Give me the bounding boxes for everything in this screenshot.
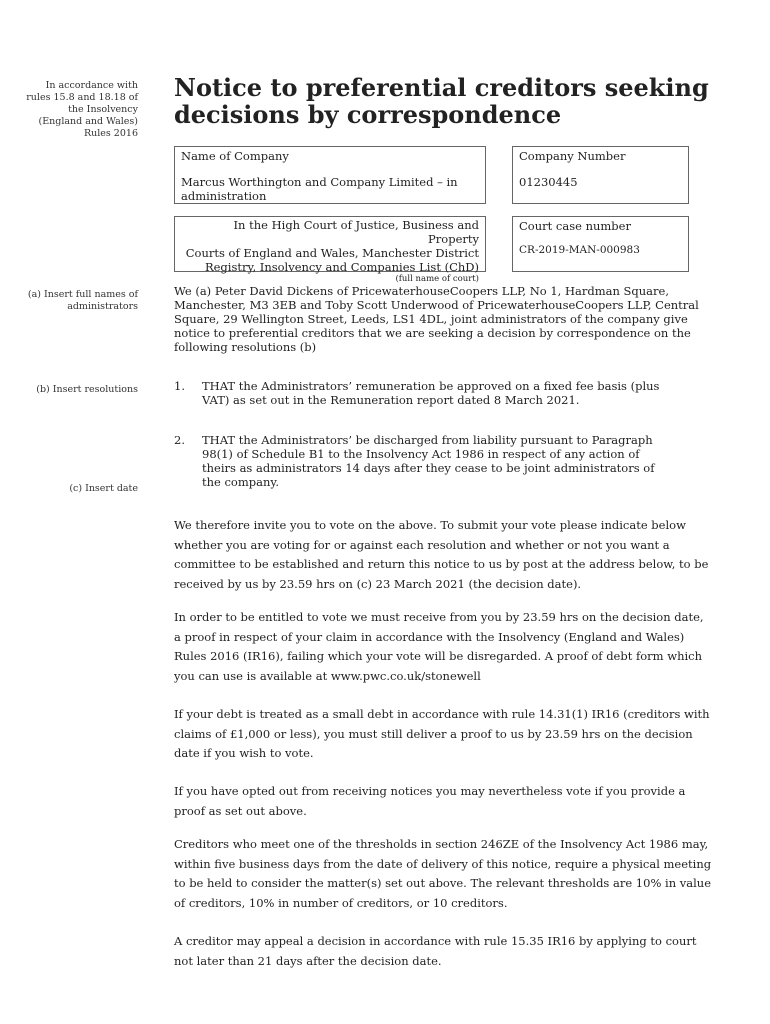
margin-note-insert-date: (c) Insert date <box>69 483 138 494</box>
intro-paragraph: We (a) Peter David Dickens of PricewaterhouseCoopers LLP, No 1, Hardman Square, Manchester, M3 3EB and Toby Scott Underwood of PricewaterhouseCoopers LLP, Central Square, 29 Wellington Street, Leeds, LS1 4DL, joint administrators of the company give notice to preferential creditors that we are seeking a decision by correspondence on the following resolutions (b) <box>174 284 699 354</box>
margin-note-line: the Insolvency <box>68 104 138 115</box>
appeal-paragraph: A creditor may appeal a decision in accordance with rule 15.35 IR16 by applying to court not later than 21 days after the decision date. <box>174 934 697 968</box>
margin-note-line: (a) Insert full names of <box>27 289 138 300</box>
page-title: Notice to preferential creditors seeking decisions by correspondence <box>174 73 709 129</box>
court-name-line: Courts of England and Wales, Manchester District <box>185 246 479 260</box>
resolution-item <box>174 379 664 407</box>
company-name-label: Name of Company <box>181 149 289 163</box>
court-name-caption: (full name of court) <box>395 274 479 284</box>
company-name-box <box>174 146 486 204</box>
court-name-box <box>174 216 486 284</box>
case-number-box <box>512 216 689 272</box>
margin-note-line: (England and Wales) <box>38 116 138 127</box>
margin-note-line: Rules 2016 <box>83 128 138 139</box>
resolution-text: THAT the Administrators’ be discharged from liability pursuant to Paragraph 98(1) of Schedule B1 to the Insolvency Act 1986 in respect of any action of theirs as administrators 14 days after they cease to be joint administrators of the company. <box>202 433 655 489</box>
resolution-number: 1. <box>174 379 185 393</box>
case-number-label: Court case number <box>519 219 631 233</box>
small-debt-paragraph: If your debt is treated as a small debt in accordance with rule 14.31(1) IR16 (creditors with claims of £1,000 or less), you must still deliver a proof to us by 23.59 hrs on the decision date if you wish to vote. <box>174 707 710 760</box>
invite-paragraph: We therefore invite you to vote on the above. To submit your vote please indicate below whether you are voting for or against each resolution and whether or not you want a committee to be established and return this notice to us by post at the address below, to be received by us by 23.59 hrs on (c) 23 March 2021 (the decision date). <box>174 518 709 591</box>
court-name-line: In the High Court of Justice, Business and Property <box>233 218 479 246</box>
entitled-paragraph: In order to be entitled to vote we must receive from you by 23.59 hrs on the decision date, a proof in respect of your claim in accordance with the Insolvency (England and Wales) Rules 2016 (IR16), failing which your vote will be disregarded. A proof of debt form which you can use is available at www.pwc.co.uk/stonewell <box>174 610 704 683</box>
resolution-text: THAT the Administrators’ remuneration be approved on a fixed fee basis (plus VAT) as set out in the Remuneration report dated 8 March 2021. <box>202 379 660 407</box>
margin-note-insert-resolutions: (b) Insert resolutions <box>36 384 138 395</box>
resolution-number: 2. <box>174 433 185 447</box>
margin-note-line: In accordance with <box>45 80 138 91</box>
company-name-value: Marcus Worthington and Company Limited – in administration <box>181 175 458 203</box>
case-number-value: CR-2019-MAN-000983 <box>519 244 640 256</box>
resolution-item <box>174 433 664 489</box>
thresholds-paragraph: Creditors who meet one of the thresholds in section 246ZE of the Insolvency Act 1986 may, within five business days from the date of delivery of this notice, require a physical meeting to be held to consider the matter(s) set out above. The relevant thresholds are 10% in value of creditors, 10% in number of creditors, or 10 creditors. <box>174 837 712 910</box>
company-number-box <box>512 146 689 204</box>
margin-note-line: administrators <box>67 301 138 312</box>
court-name-line: Registry, Insolvency and Companies List (ChD) <box>204 260 479 274</box>
company-number-value: 01230445 <box>519 175 578 189</box>
margin-note-rules <box>26 80 138 140</box>
margin-note-line: rules 15.8 and 18.18 of <box>26 92 138 103</box>
margin-note-insert-names <box>28 289 138 313</box>
company-number-label: Company Number <box>519 149 626 163</box>
opted-out-paragraph: If you have opted out from receiving notices you may nevertheless vote if you provide a proof as set out above. <box>174 784 686 818</box>
